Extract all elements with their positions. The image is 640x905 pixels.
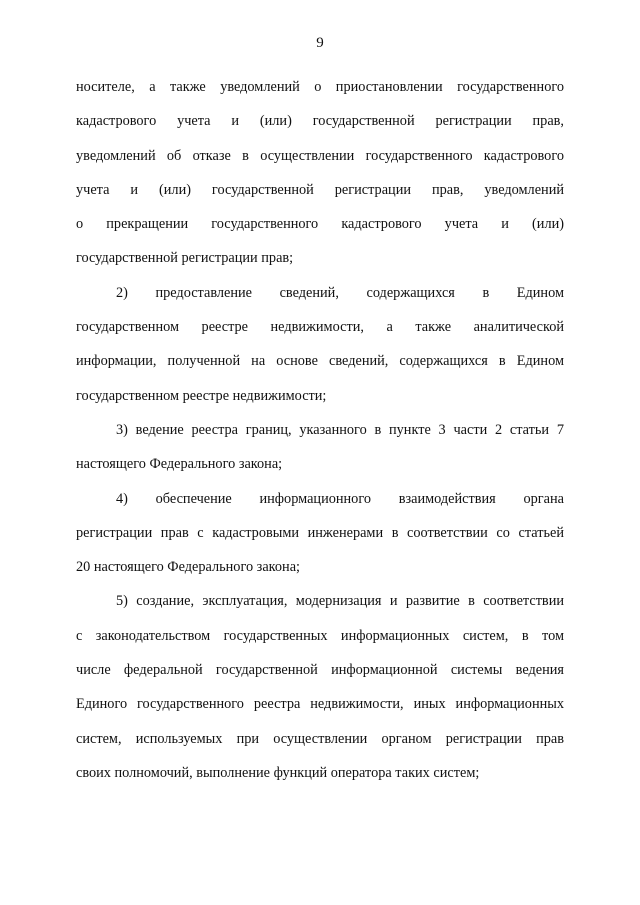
text-line: кадастрового учета и (или) государственной регистрации прав, xyxy=(76,113,564,130)
text-line: Единого государственного реестра недвижимости, иных информационных xyxy=(76,696,564,713)
text-line: своих полномочий, выполнение функций оператора таких систем; xyxy=(76,764,480,781)
text-line: 3) ведение реестра границ, указанного в пункте 3 части 2 статьи 7 xyxy=(116,421,564,438)
text-line: о прекращении государственного кадастрового учета и (или) xyxy=(76,216,564,233)
text-line: 4) обеспечение информационного взаимодействия органа xyxy=(116,490,564,507)
text-line: государственном реестре недвижимости, а также аналитической xyxy=(76,319,564,336)
text-line: уведомлений об отказе в осуществлении государственного кадастрового xyxy=(76,147,564,164)
text-line: систем, используемых при осуществлении органом регистрации прав xyxy=(76,730,564,747)
text-line: 20 настоящего Федерального закона; xyxy=(76,559,301,576)
paragraph-item-5 xyxy=(76,584,564,790)
paragraph-item-2 xyxy=(76,276,564,413)
paragraph-item-4 xyxy=(76,482,564,585)
text-line: регистрации прав с кадастровыми инженерами в соответствии со статьей xyxy=(76,524,564,541)
document-body xyxy=(76,70,564,790)
text-line: числе федеральной государственной информационной системы ведения xyxy=(76,662,564,679)
paragraph-continuation xyxy=(76,70,564,276)
text-line: 2) предоставление сведений, содержащихся в Едином xyxy=(116,284,564,301)
text-line: с законодательством государственных информационных систем, в том xyxy=(76,627,564,644)
text-line: 5) создание, эксплуатация, модернизация и развитие в соответствии xyxy=(116,593,564,610)
text-line: носителе, а также уведомлений о приостановлении государственного xyxy=(76,79,564,95)
text-line: настоящего Федерального закона; xyxy=(76,456,283,473)
text-line: учета и (или) государственной регистрации прав, уведомлений xyxy=(76,181,564,198)
text-line: государственной регистрации прав; xyxy=(76,250,294,267)
page-number: 9 xyxy=(316,35,324,51)
text-line: информации, полученной на основе сведений, содержащихся в Едином xyxy=(76,353,564,370)
paragraph-item-3 xyxy=(76,413,564,482)
text-line: государственном реестре недвижимости; xyxy=(76,387,327,404)
